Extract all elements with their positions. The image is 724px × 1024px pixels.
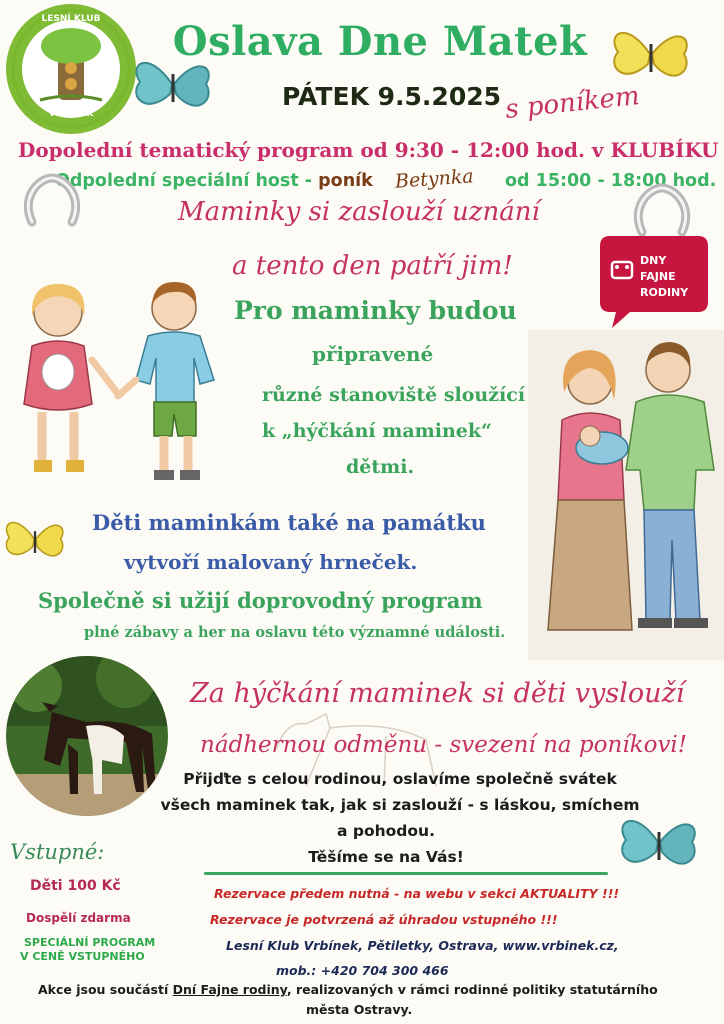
moms-line-4: k „hýčkání maminek“ <box>262 420 492 442</box>
badge-line3: RODINY <box>640 286 689 299</box>
moms-line-3: různé stanoviště sloužící <box>262 384 526 406</box>
logo-bottom-text: VRBÍNEK <box>48 109 94 119</box>
invite-line-1: Přijďte s celou rodinou, oslavíme společně svátek <box>183 770 617 788</box>
pony-photo <box>6 656 168 816</box>
butterfly-yellow-left-icon <box>0 504 70 578</box>
divider-line <box>204 872 608 875</box>
logo-top-text: LESNÍ KLUB <box>41 14 101 24</box>
moms-line-2: připravené <box>312 342 434 366</box>
pony-name: Betynka <box>394 165 475 193</box>
footer-line-2: města Ostravy. <box>306 1002 413 1017</box>
mug-line-2: vytvoří malovaný hrneček. <box>124 550 418 574</box>
family-illustration <box>528 330 724 664</box>
children-illustration <box>10 276 225 500</box>
contact-line-1: Lesní Klub Vrbínek, Pětiletky, Ostrava, www.vrbinek.cz, <box>226 938 619 953</box>
program-line-2: plné zábavy a her na oslavu této významné události. <box>84 624 506 641</box>
tagline-1: Maminky si zaslouží uznání <box>178 197 540 227</box>
footer-link[interactable]: Dní Fajne rodiny <box>172 982 287 997</box>
program-morning: Dopolední tematický program od 9:30 - 12:00 hod. v KLUBÍKU <box>18 138 719 162</box>
contact-line-2: mob.: +420 704 300 466 <box>276 963 449 978</box>
horseshoe-left-icon <box>22 176 82 232</box>
program-afternoon <box>55 171 373 191</box>
invite-line-2: všech maminek tak, jak si zaslouží - s láskou, smíchem <box>160 796 640 814</box>
badge-line2: FAJNE <box>640 270 676 283</box>
program-afternoon-pony: poník <box>318 171 373 191</box>
program-afternoon-prefix: Odpolední speciální host - <box>55 171 319 191</box>
mug-line-1: Děti maminkám také na památku <box>92 510 486 535</box>
entry-label: Vstupné: <box>10 840 105 864</box>
tagline-2: a tento den patří jim! <box>232 251 513 281</box>
program-line-1: Společně si užijí doprovodný program <box>38 588 483 613</box>
reservation-line-1: Rezervace předem nutná - na webu v sekci AKTUALITY !!! <box>214 886 620 901</box>
butterfly-blue-icon <box>128 44 218 128</box>
reservation-line-2: Rezervace je potvrzená až úhradou vstupného !!! <box>210 912 558 927</box>
footer-prefix: Akce jsou součástí <box>38 982 173 997</box>
dny-fajne-rodiny-badge <box>596 232 712 326</box>
badge-line1: DNY <box>640 254 667 267</box>
entry-adults: Dospělí zdarma <box>26 911 131 925</box>
entry-special-1: SPECIÁLNÍ PROGRAM <box>24 936 156 949</box>
invite-line-3: a pohodou. <box>337 822 435 840</box>
event-date: PÁTEK 9.5.2025 <box>282 82 502 111</box>
reward-line-2: nádhernou odměnu - svezení na poníkovi! <box>200 732 688 758</box>
invite-line-4: Těšíme se na Vás! <box>308 848 464 866</box>
footer-line-1 <box>38 982 698 997</box>
page-title: Oslava Dne Matek <box>172 18 588 65</box>
entry-special-2: V CENĚ VSTUPNÉHO <box>20 950 145 963</box>
subtitle-script: s poníkem <box>503 81 641 125</box>
reward-line-1: Za hýčkání maminek si děti vyslouží <box>190 678 685 709</box>
entry-children: Děti 100 Kč <box>30 878 121 894</box>
program-afternoon-time: od 15:00 - 18:00 hod. <box>505 171 717 191</box>
moms-line-5: dětmi. <box>346 456 415 478</box>
club-logo <box>10 8 132 130</box>
moms-line-1: Pro maminky budou <box>234 296 517 325</box>
footer-suffix: , realizovaných v rámci rodinné politiky statutárního <box>286 982 658 997</box>
